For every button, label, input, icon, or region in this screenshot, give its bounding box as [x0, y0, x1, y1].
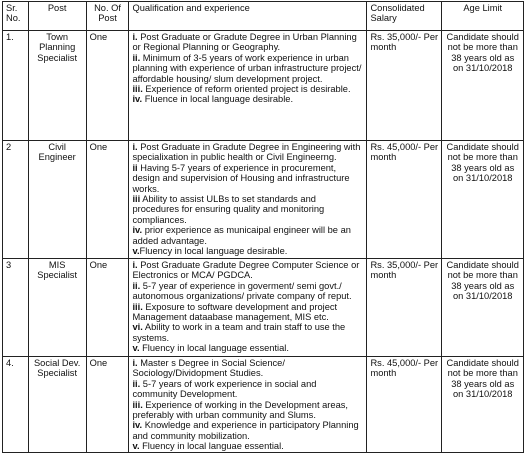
qualification-item: i. Post Graduate in Gradute Degree in Engineering with specialixation in public health or Civil Engineerng.	[132, 142, 361, 163]
cell-sr-no: 3	[3, 259, 29, 357]
header-salary: Consolidated Salary	[367, 2, 442, 31]
qualification-item: v. Fluency in local languae essential.	[132, 441, 284, 452]
qualification-item: ii. 5-7 years of work experience in social and community Development.	[132, 378, 317, 400]
cell-qualification	[129, 259, 367, 357]
cell-qualification	[129, 141, 367, 259]
qualification-item: iv. Fluence in local language desirable.	[132, 94, 294, 105]
cell-sr-no: 2	[3, 141, 29, 259]
qualification-item: v.Fluency in local language desirable.	[132, 246, 288, 257]
header-post: Post	[28, 2, 86, 31]
table-row	[3, 31, 524, 141]
qualification-item: ii. Minimum of 3-5 years of work experience in urban planning with experience of urban infrastructure project/ affordable housing/ slum development project.	[132, 52, 362, 84]
cell-salary: Rs. 35,000/- Per month	[367, 259, 442, 357]
cell-age-limit: Candidate should not be more than 38 years old as on 31/10/2018	[442, 141, 524, 259]
cell-salary: Rs. 35,000/- Per month	[367, 31, 442, 141]
cell-qualification	[129, 31, 367, 141]
qualification-item: v. Fluency in local language essential.	[132, 343, 289, 354]
cell-no-of-post: One	[86, 141, 129, 259]
cell-post: Town Planning Specialist	[28, 31, 86, 141]
recruitment-table	[2, 1, 524, 453]
cell-post: Civil Engineer	[28, 141, 86, 259]
cell-no-of-post: One	[86, 31, 129, 141]
qualification-item: i. Post Graduate Gradute Degree Computer Science or Electronics or MCA/ PGDCA.	[132, 260, 360, 281]
header-qualification: Qualification and experience	[129, 2, 367, 31]
qualification-item: ii. 5-7 year of experience in goverment/ semi govt./ autonomous organizations/ private company of reput.	[132, 280, 352, 302]
cell-age-limit: Candidate should not be more than 38 years old as on 31/10/2018	[442, 357, 524, 453]
qualification-item: ii Having 5-7 years of experience in procurement, design and supervision of Housing and infrastructure works.	[132, 162, 350, 194]
qualification-item: i. Master s Degree in Social Science/ Sociology/Dividopment Studies.	[132, 358, 285, 379]
table-row	[3, 357, 524, 453]
header-age-limit: Age Limit	[442, 2, 524, 31]
cell-salary: Rs. 45,000/- Per month	[367, 141, 442, 259]
cell-sr-no: 1.	[3, 31, 29, 141]
cell-salary: Rs. 45,000/- Per month	[367, 357, 442, 453]
qualification-item: iv. prior experience as municaipal engineer will be an added advantage.	[132, 225, 351, 246]
cell-sr-no: 4.	[3, 357, 29, 453]
cell-no-of-post: One	[86, 357, 129, 453]
qualification-item: iii. Exposure to software development and project Management dataabase management, MIS etc.	[132, 301, 338, 323]
header-no-of-post: No. Of Post	[86, 2, 129, 31]
cell-post: Social Dev. Specialist	[28, 357, 86, 453]
qualification-item: iii. Experience of reform oriented project is desirable.	[132, 84, 351, 95]
cell-age-limit: Candidate should not be more than 38 years old as on 31/10/2018	[442, 31, 524, 141]
cell-post: MIS Specialist	[28, 259, 86, 357]
qualification-item: iv. Knowledge and experience in participatory Planning and community mobilization.	[132, 420, 359, 441]
table-row	[3, 141, 524, 259]
recruitment-table-container	[2, 1, 524, 453]
cell-qualification	[129, 357, 367, 453]
qualification-item: vi. Ability to work in a team and train staff to use the systems.	[132, 322, 346, 343]
qualification-item: i. Post Graduate or Gradute Degree in Urban Planning or Regional Planning or Geography.	[132, 32, 357, 53]
qualification-item: iii Ability to assist ULBs to set standards and procedures for ensuring quality and monitoring compliances.	[132, 194, 325, 225]
table-row	[3, 259, 524, 357]
cell-age-limit: Candidate should not be more than 38 years old as on 31/10/2018	[442, 259, 524, 357]
qualification-item: iii. Experience of working in the Development areas, preferably with urban community and Slums.	[132, 399, 348, 421]
table-header-row	[3, 2, 524, 31]
cell-no-of-post: One	[86, 259, 129, 357]
header-sr-no: Sr. No.	[3, 2, 29, 31]
